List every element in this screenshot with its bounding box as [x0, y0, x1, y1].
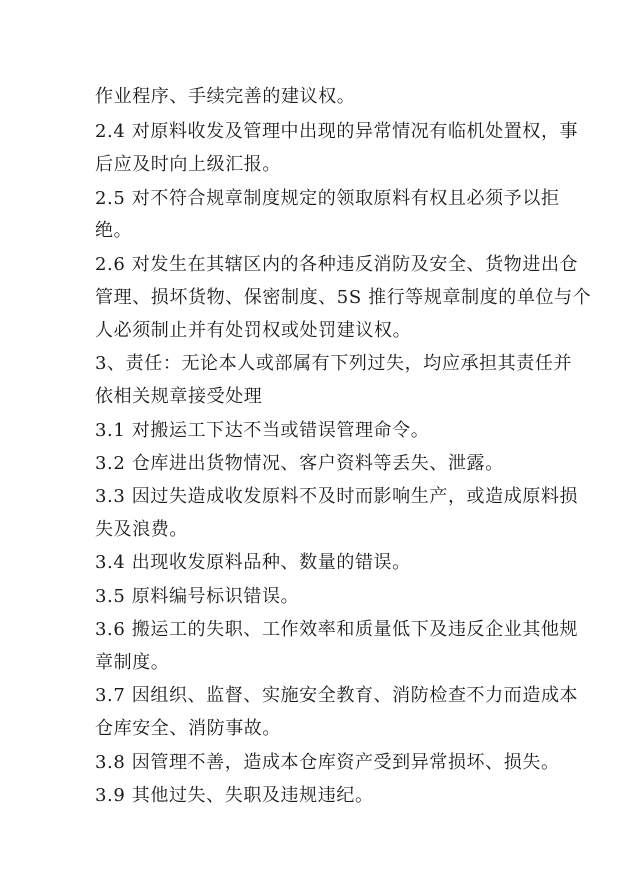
- text-line: 3.3 因过失造成收发原料不及时而影响生产，或造成原料损: [95, 486, 579, 507]
- text-line: 后应及时向上级汇报。: [95, 154, 281, 175]
- text-line: 失及浪费。: [95, 519, 188, 540]
- text-line: 2.4 对原料收发及管理中出现的异常情况有临机处置权，事: [95, 121, 579, 142]
- text-line: 章制度。: [95, 652, 170, 673]
- text-line: 3.7 因组织、监督、实施安全教育、消防检查不力而造成本: [95, 685, 579, 706]
- text-line: 3、责任：无论本人或部属有下列过失，均应承担其责任并: [95, 353, 573, 374]
- text-line: 3.2 仓库进出货物情况、客户资料等丢失、泄露。: [95, 453, 504, 474]
- text-line: 2.6 对发生在其辖区内的各种违反消防及安全、货物进出仓: [95, 254, 579, 275]
- text-line: 3.8 因管理不善，造成本仓库资产受到异常损坏、损失。: [95, 752, 560, 773]
- text-line: 3.1 对搬运工下达不当或错误管理命令。: [95, 420, 430, 441]
- text-line: 人必须制止并有处罚权或处罚建议权。: [95, 320, 412, 341]
- text-line: 3.9 其他过失、失职及违规违纪。: [95, 785, 374, 806]
- text-line: 作业程序、手续完善的建议权。: [95, 86, 356, 107]
- text-line: 绝。: [95, 220, 133, 241]
- text-line: 3.6 搬运工的失职、工作效率和质量低下及违反企业其他规: [95, 619, 579, 640]
- text-line: 管理、损坏货物、保密制度、5S 推行等规章制度的单位与个: [95, 287, 592, 308]
- text-line: 依相关规章接受处理: [95, 386, 263, 407]
- text-line: 2.5 对不符合规章制度规定的领取原料有权且必须予以拒: [95, 188, 560, 209]
- text-line: 3.5 原料编号标识错误。: [95, 586, 300, 607]
- text-line: 仓库安全、消防事故。: [95, 718, 281, 739]
- text-line: 3.4 出现收发原料品种、数量的错误。: [95, 552, 411, 573]
